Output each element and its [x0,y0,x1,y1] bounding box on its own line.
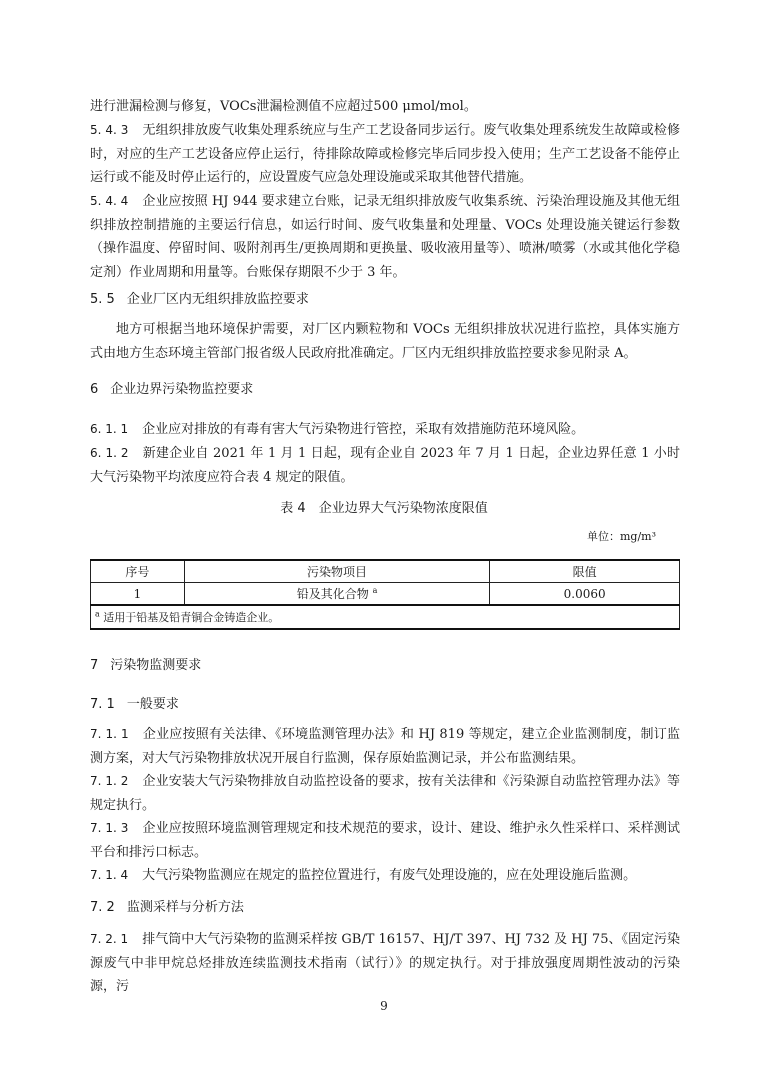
paragraph-continuation: 进行泄漏检测与修复，VOCs泄漏检测值不应超过500 μmol/mol。 [90,99,477,114]
table-header-row [91,560,680,583]
clause-7-1-1 [90,723,680,770]
clause-5-4-3 [90,119,680,190]
heading-number: 5. 5 [90,292,115,307]
paragraph-5-5: 地方可根据当地环境保护需要，对厂区内颗粒物和 VOCs 无组织排放状况进行监控，具体实施方式由地方生态环境主管部门报省级人民政府批准确定。厂区内无组织排放监控要求参见附录 A。 [90,322,680,361]
clause-number: 6. 1. 1 [90,422,129,436]
clause-number: 7. 1. 1 [90,727,129,741]
cell-no: 1 [91,583,185,606]
clause-number: 5. 4. 4 [90,194,129,208]
clause-number: 7. 2. 1 [90,932,129,946]
table-note-row [91,605,680,629]
clause-number: 7. 1. 2 [90,774,129,788]
cell-limit: 0.0060 [490,583,680,606]
heading-text: 企业厂区内无组织排放监控要求 [126,292,309,307]
section-heading-7 [90,656,201,676]
header-limit: 限值 [490,560,680,583]
clause-text: 大气污染物监测应在规定的监控位置进行，有废气处理设施的，应在处理设施后监测。 [142,868,637,883]
heading-text: 企业边界污染物监控要求 [110,382,254,397]
heading-text: 一般要求 [126,697,179,712]
clause-7-1-3 [90,817,680,864]
section-heading-5-5 [90,290,309,310]
clause-number: 7. 1. 3 [90,821,129,835]
clause-7-1-2 [90,770,680,817]
section-heading-6 [90,380,253,400]
clause-number: 6. 1. 2 [90,446,129,460]
table-unit: 单位：mg/m³ [586,530,656,543]
clause-text: 企业应按照环境监测管理规定和技术规范的要求，设计、建设、维护永久性采样口、采样测试平台和排污口标志。 [90,821,680,860]
clause-text: 新建企业自 2021 年 1 月 1 日起，现有企业自 2023 年 7 月 1 日起，企业边界任意 1 小时大气污染物平均浓度应符合表 4 规定的限值。 [90,446,680,485]
clause-text: 企业应按照 HJ 944 要求建立台账，记录无组织排放废气收集系统、污染治理设施及其他无组织排放控制措施的主要运行信息，如运行时间、废气收集量和处理量、VOCs 处理设施关键运行参数（操作温度、停留时间、吸附剂再生/更换周期和更换量、吸收液用量等）、喷淋/喷雾（水或其他化学稳定剂）作业周期和用量等。台账保存期限不少于 3 年。 [90,194,680,280]
page-number: 9 [380,999,388,1013]
heading-number: 6 [90,382,99,397]
heading-number: 7 [90,658,99,673]
clause-6-1-1 [90,418,680,442]
header-item: 污染物项目 [184,560,489,583]
clause-7-1-4 [90,864,680,888]
table-caption: 表 4 企业边界大气污染物浓度限值 [280,501,488,516]
clause-text: 无组织排放废气收集处理系统应与生产工艺设备同步运行。废气收集处理系统发生故障或检修时，对应的生产工艺设备应停止运行，待排除故障或检修完毕后同步投入使用；生产工艺设备不能停止运行或不能及时停止运行的，应设置废气应急处理设施或采取其他替代措施。 [90,123,680,185]
clause-7-2-1 [90,928,680,999]
limits-table [90,559,680,630]
heading-number: 7. 1 [90,697,115,712]
table-row [91,583,680,606]
clause-text: 企业应按照有关法律、《环境监测管理办法》和 HJ 819 等规定，建立企业监测制度，制订监测方案，对大气污染物排放状况开展自行监测，保存原始监测记录，并公布监测结果。 [90,727,680,766]
heading-text: 监测采样与分析方法 [126,900,244,915]
section-heading-7-2 [90,898,244,918]
cell-item: 铅及其化合物 $^a$ [184,583,489,606]
clause-text: 排气筒中大气污染物的监测采样按 GB/T 16157、HJ/T 397、HJ 732 及 HJ 75、《固定污染源废气中非甲烷总烃排放连续监测技术指南（试行）》的规定执行。对于排放强度周期性波动的污染源，污 [90,932,680,994]
header-no: 序号 [91,560,185,583]
clause-number: 7. 1. 4 [90,868,129,882]
heading-text: 污染物监测要求 [110,658,202,673]
section-heading-7-1 [90,695,179,715]
clause-6-1-2 [90,442,680,489]
clause-number: 5. 4. 3 [90,123,129,137]
clause-text: 企业应对排放的有毒有害大气污染物进行管控，采取有效措施防范环境风险。 [142,422,585,437]
clause-5-4-4 [90,190,680,284]
table-footnote: $^a$ 适用于铅基及铅青铜合金铸造企业。 [91,605,680,629]
clause-text: 企业安装大气污染物排放自动监控设备的要求，按有关法律和《污染源自动监控管理办法》等规定执行。 [90,774,680,813]
footnote-marker: a [372,586,378,595]
heading-number: 7. 2 [90,900,115,915]
